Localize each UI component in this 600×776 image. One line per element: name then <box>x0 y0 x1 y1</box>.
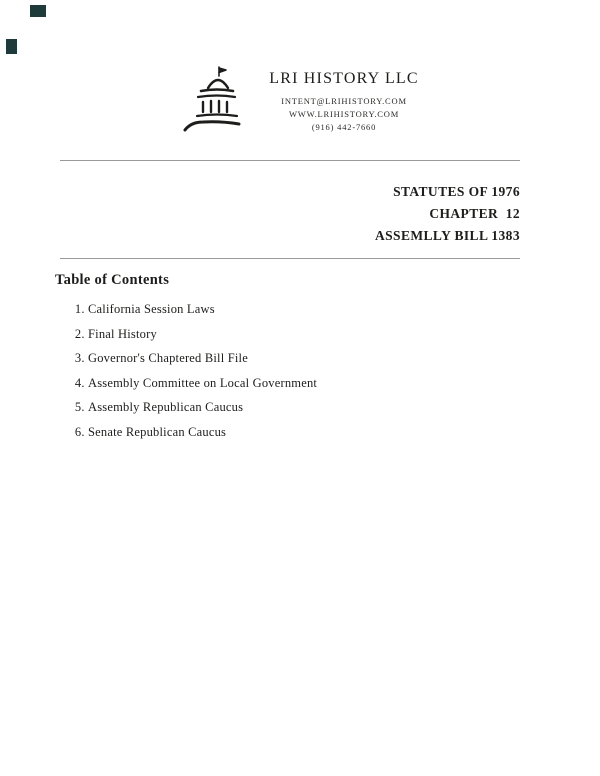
scan-artifact-left <box>6 39 17 54</box>
letterhead-text <box>269 62 419 134</box>
toc-item-6: 6. Senate Republican Caucus <box>88 426 317 439</box>
toc-title: Table of Contents <box>55 272 170 288</box>
toc-item-5: 5. Assembly Republican Caucus <box>88 401 317 414</box>
toc-item-2: 2. Final History <box>88 328 317 341</box>
capitol-sketch-logo-icon <box>181 64 243 136</box>
letterhead <box>0 62 600 136</box>
toc-item-1: 1. California Session Laws <box>88 303 317 316</box>
company-name: LRI HISTORY LLC <box>269 70 419 87</box>
statutes-line: STATUTES OF 1976 <box>393 184 520 199</box>
toc-item-4: 4. Assembly Committee on Local Government <box>88 377 317 390</box>
divider-top <box>60 160 520 161</box>
toc-item-3: 3. Governor's Chaptered Bill File <box>88 352 317 365</box>
company-website: WWW.LRIHISTORY.COM <box>288 109 400 119</box>
toc-list <box>0 303 317 450</box>
bill-line: ASSEMLLY BILL 1383 <box>374 228 520 243</box>
document-identification <box>375 181 520 247</box>
chapter-line: CHAPTER 12 <box>429 206 520 221</box>
divider-bottom <box>60 258 520 259</box>
company-phone: (916) 442-7660 <box>311 122 377 132</box>
scan-artifact-top <box>30 5 46 17</box>
company-email: INTENT@LRIHISTORY.COM <box>281 96 407 106</box>
